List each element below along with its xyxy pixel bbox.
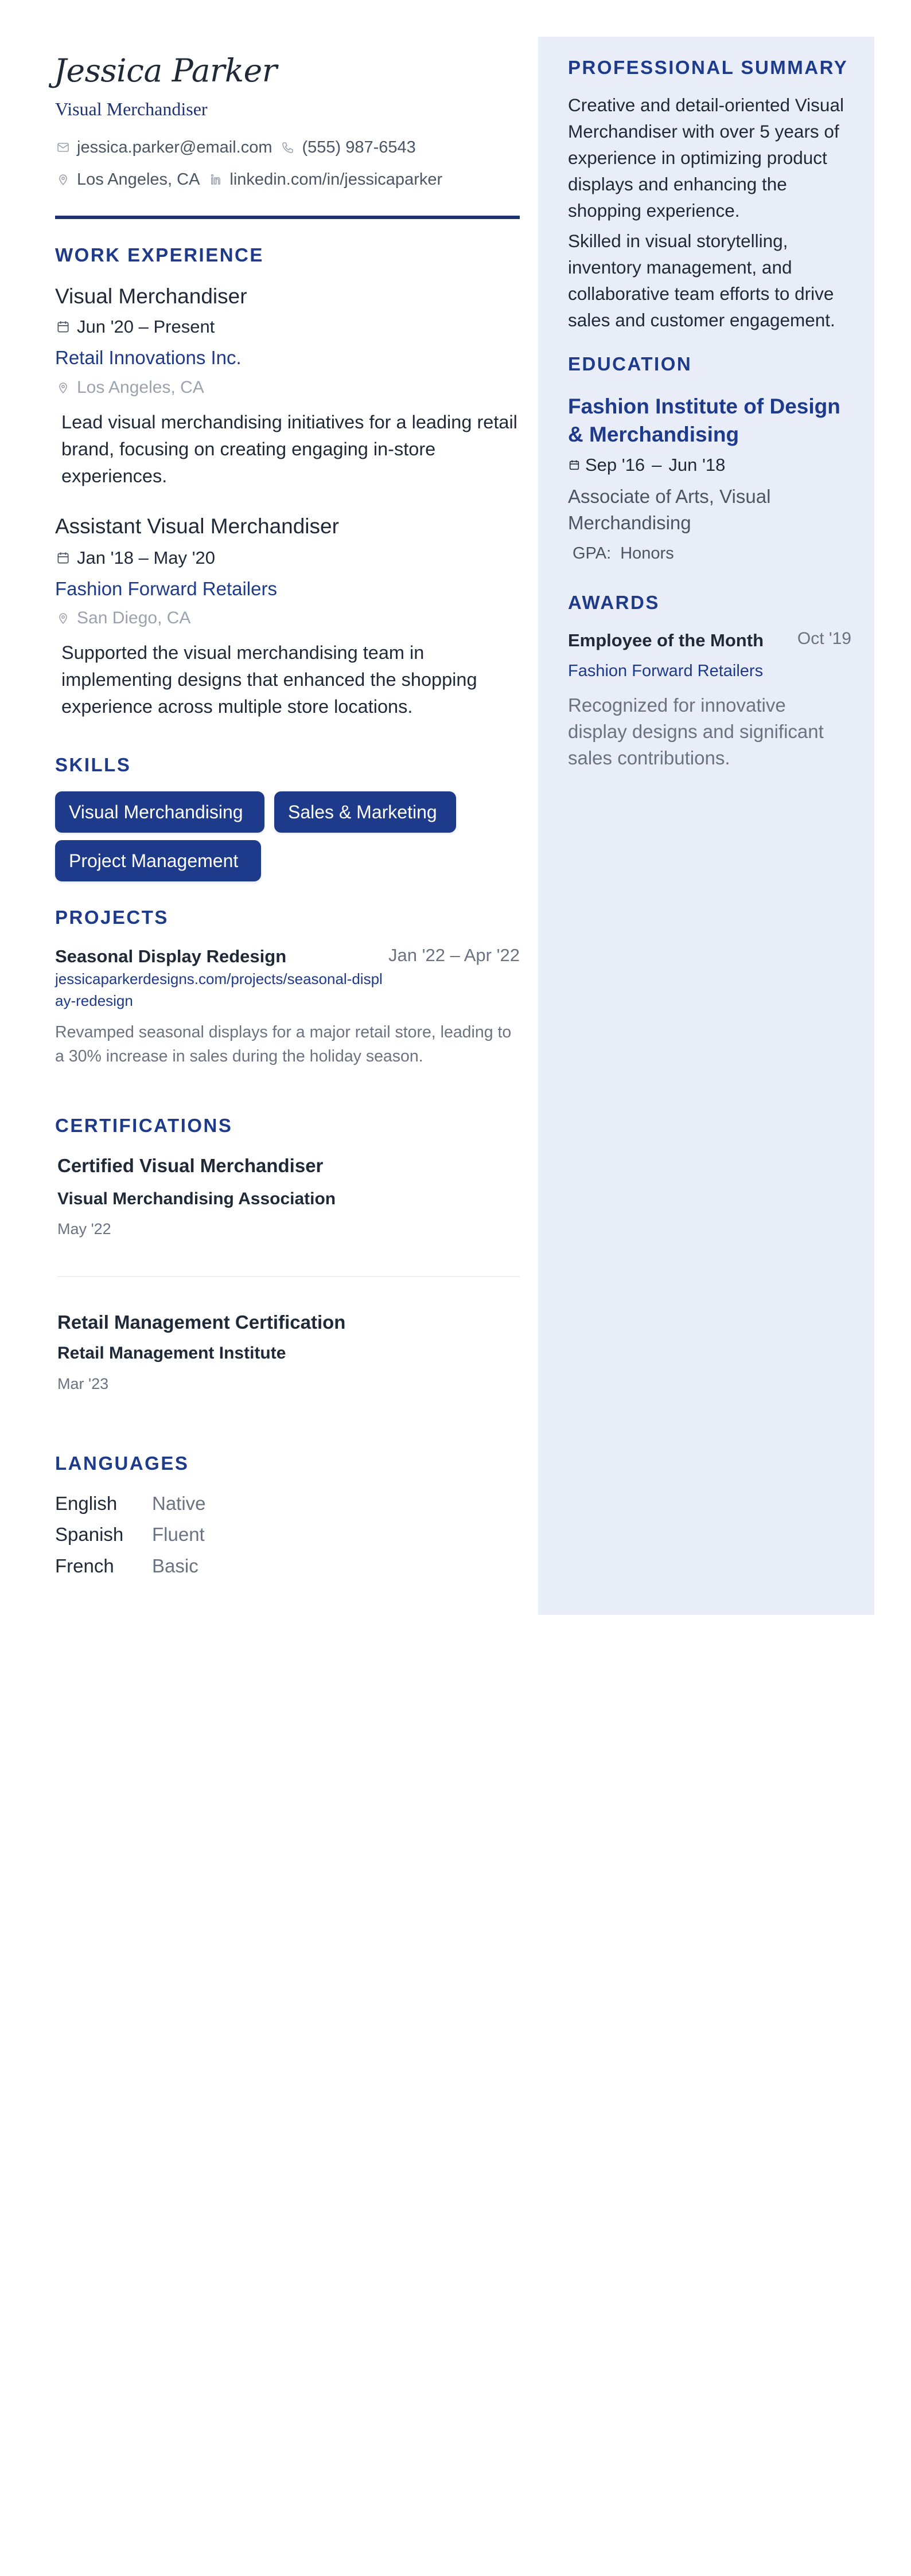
calendar-icon [568, 457, 581, 473]
education-gpa [573, 542, 674, 564]
calendar-icon [55, 550, 71, 566]
job-title: Visual Merchandiser [55, 284, 247, 308]
mail-icon [55, 139, 71, 155]
gpa-value: Honors [620, 544, 674, 563]
location-pin-icon [55, 380, 71, 396]
contact-row-2 [55, 168, 450, 191]
phone-text: (555) 987-6543 [302, 138, 416, 157]
section-title-skills: SKILLS [55, 754, 131, 775]
linkedin-icon [208, 171, 224, 188]
project-link[interactable]: jessicaparkerdesigns.com/projects/seasonal-display-redesign [55, 970, 383, 1009]
job-description: Lead visual merchandising initiatives for a leading retail brand, focusing on creating engaging in-store experiences. [61, 412, 517, 486]
contact-email[interactable] [55, 138, 272, 157]
contact-linkedin[interactable] [208, 170, 442, 189]
language-level: Native [152, 1493, 206, 1514]
calendar-icon [55, 319, 71, 335]
job-title: Assistant Visual Merchandiser [55, 514, 339, 538]
education-start: Sep '16 [585, 455, 645, 475]
section-title-summary: PROFESSIONAL SUMMARY [568, 57, 848, 78]
education-date-separator: – [652, 455, 662, 475]
contact-row-1 [55, 136, 424, 159]
summary-paragraph: Creative and detail-oriented Visual Merchandiser with over 5 years of experience in optimizing product displays and enhancing the shopping experience. [568, 95, 844, 221]
certification-divider [57, 1276, 520, 1277]
section-title-certifications: CERTIFICATIONS [55, 1115, 233, 1136]
section-title-awards: AWARDS [568, 592, 660, 613]
education-degree: Associate of Arts, Visual Merchandising [568, 486, 771, 533]
job-company: Retail Innovations Inc. [55, 347, 242, 368]
certification-date: May '22 [57, 1220, 111, 1238]
section-title-work: WORK EXPERIENCE [55, 244, 264, 266]
language-level: Fluent [152, 1524, 205, 1545]
job-location-text: Los Angeles, CA [77, 378, 204, 397]
job-dates-text: Jun '20 – Present [77, 317, 215, 337]
section-title-projects: PROJECTS [55, 907, 169, 928]
project-dates: Jan '22 – Apr '22 [388, 945, 520, 965]
education-school: Fashion Institute of Design & Merchandising [568, 395, 840, 446]
linkedin-text: linkedin.com/in/jessicaparker [229, 170, 443, 189]
language-level: Basic [152, 1555, 198, 1576]
gpa-label: GPA: [573, 544, 612, 563]
candidate-role: Visual Merchandiser [55, 99, 208, 119]
skill-chip: Sales & Marketing [274, 791, 456, 833]
certification-date: Mar '23 [57, 1375, 109, 1392]
project-name: Seasonal Display Redesign [55, 946, 287, 966]
job-dates [55, 547, 215, 569]
candidate-name: Jessica Parker [54, 52, 277, 89]
award-description: Recognized for innovative display designs and significant sales contributions. [568, 694, 824, 768]
section-title-languages: LANGUAGES [55, 1453, 189, 1474]
summary-paragraph: Skilled in visual storytelling, inventory management, and collaborative team efforts to drive sales and customer engagement. [568, 231, 835, 330]
award-date: Oct '19 [797, 629, 851, 648]
job-location [55, 607, 190, 630]
skill-chip: Project Management [55, 840, 261, 881]
language-name: English [55, 1493, 118, 1514]
certification-issuer: Retail Management Institute [57, 1344, 286, 1363]
language-name: French [55, 1555, 114, 1576]
header-divider [55, 216, 520, 219]
job-dates-text: Jan '18 – May '20 [77, 548, 216, 568]
certification-issuer: Visual Merchandising Association [57, 1189, 336, 1208]
education-end: Jun '18 [668, 455, 726, 475]
contact-phone[interactable] [280, 138, 415, 157]
location-pin-icon [55, 610, 71, 626]
skill-chip: Visual Merchandising [55, 791, 264, 833]
location-pin-icon [55, 171, 71, 188]
certification-name: Retail Management Certification [57, 1312, 346, 1333]
education-dates [568, 454, 725, 477]
phone-icon [280, 139, 296, 155]
award-issuer: Fashion Forward Retailers [568, 662, 764, 680]
certification-name: Certified Visual Merchandiser [57, 1155, 324, 1176]
job-company: Fashion Forward Retailers [55, 578, 277, 599]
email-text: jessica.parker@email.com [77, 138, 272, 157]
project-description: Revamped seasonal displays for a major retail store, leading to a 30% increase in sales during the holiday season. [55, 1023, 512, 1065]
job-location-text: San Diego, CA [77, 608, 191, 627]
job-dates [55, 315, 215, 338]
contact-location [55, 170, 200, 189]
award-name: Employee of the Month [568, 630, 764, 650]
job-location [55, 376, 204, 399]
section-title-education: EDUCATION [568, 353, 692, 374]
language-name: Spanish [55, 1524, 124, 1545]
location-text: Los Angeles, CA [77, 170, 200, 189]
job-description: Supported the visual merchandising team in implementing designs that enhanced the shopping experience across multiple store locations. [61, 642, 477, 717]
